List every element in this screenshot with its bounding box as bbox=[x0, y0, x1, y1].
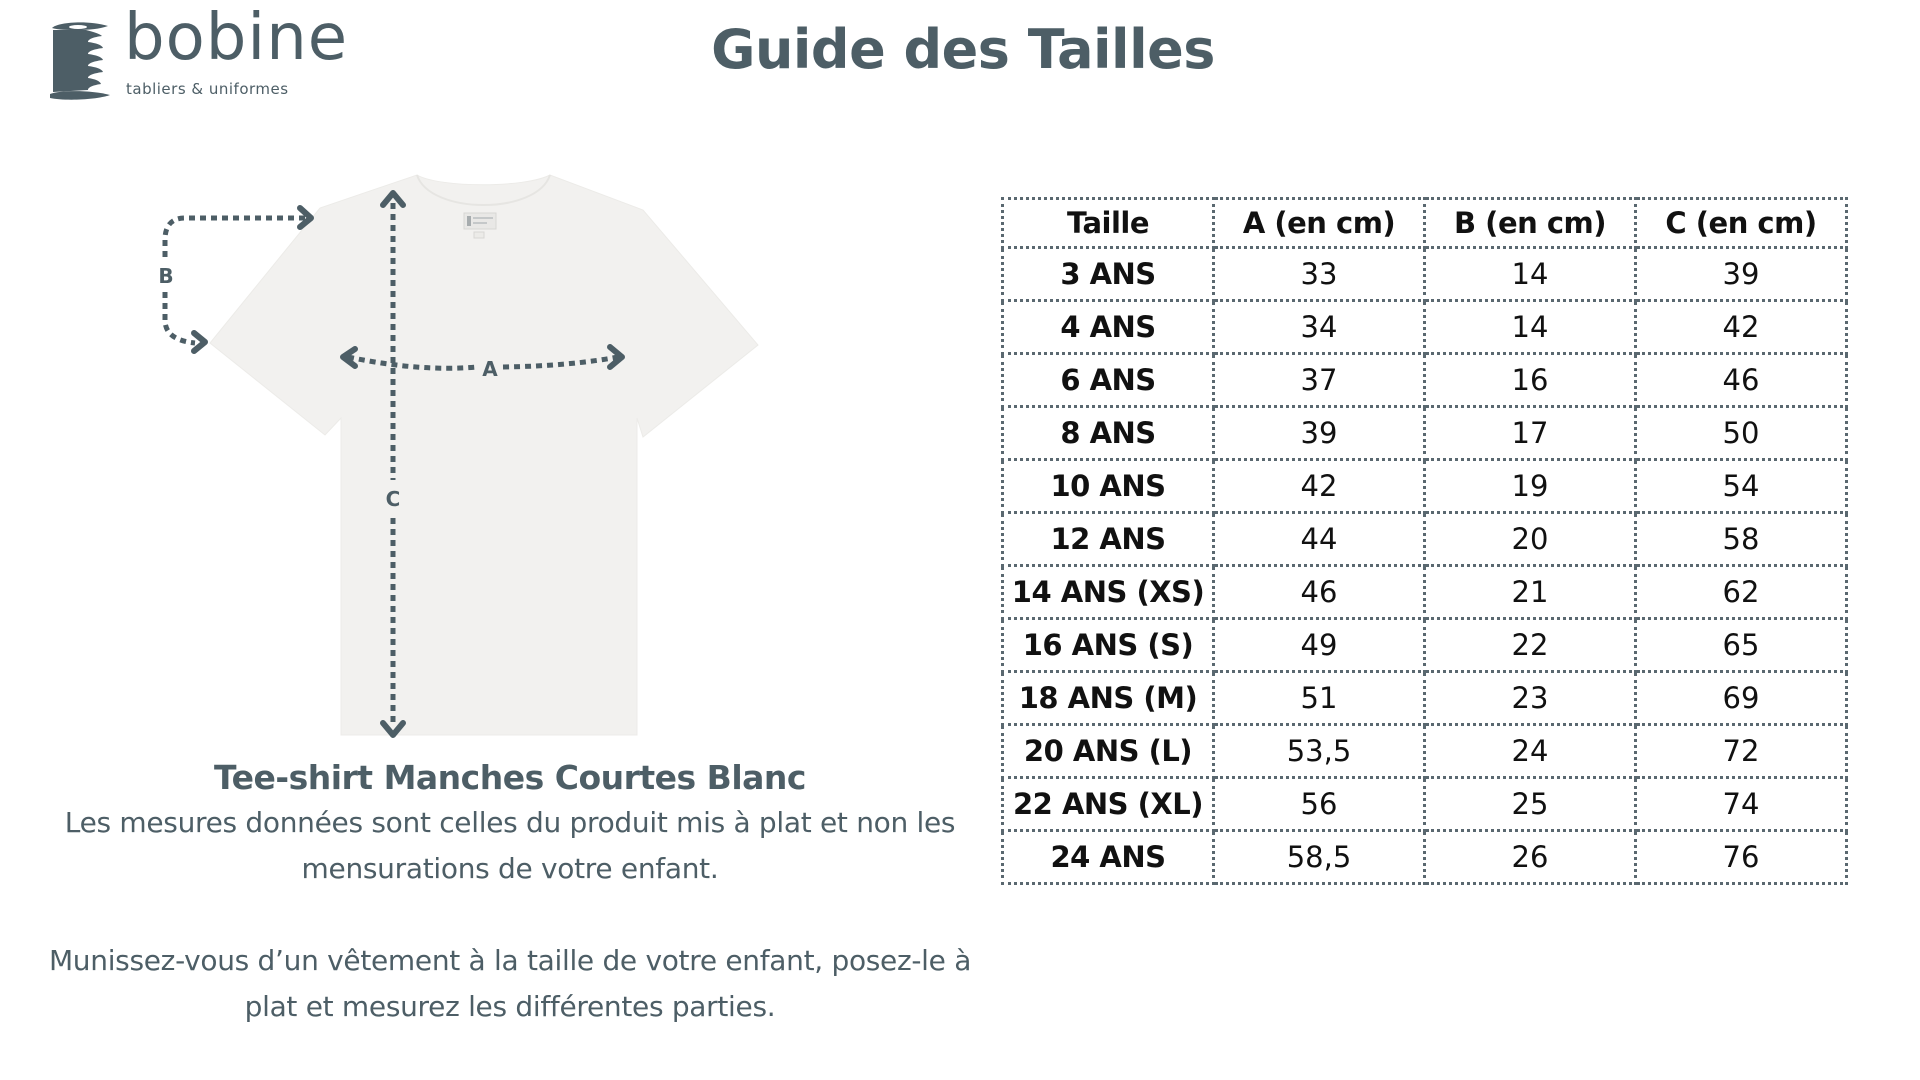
b-cell: 16 bbox=[1425, 354, 1636, 407]
header-a: A (en cm) bbox=[1214, 199, 1425, 248]
tshirt-illustration bbox=[0, 0, 1000, 760]
size-cell: 12 ANS bbox=[1003, 513, 1214, 566]
logo-tagline: tabliers & uniformes bbox=[126, 80, 289, 98]
b-cell: 21 bbox=[1425, 566, 1636, 619]
c-cell: 65 bbox=[1636, 619, 1847, 672]
size-cell: 8 ANS bbox=[1003, 407, 1214, 460]
size-cell: 6 ANS bbox=[1003, 354, 1214, 407]
table-header-row bbox=[1003, 199, 1847, 248]
table-row bbox=[1003, 619, 1847, 672]
a-cell: 56 bbox=[1214, 778, 1425, 831]
table-row bbox=[1003, 566, 1847, 619]
b-cell: 24 bbox=[1425, 725, 1636, 778]
b-cell: 25 bbox=[1425, 778, 1636, 831]
table-row bbox=[1003, 301, 1847, 354]
a-cell: 49 bbox=[1214, 619, 1425, 672]
size-cell: 16 ANS (S) bbox=[1003, 619, 1214, 672]
size-cell: 22 ANS (XL) bbox=[1003, 778, 1214, 831]
size-table bbox=[1001, 197, 1848, 885]
table-row bbox=[1003, 778, 1847, 831]
c-cell: 76 bbox=[1636, 831, 1847, 884]
tshirt-diagram bbox=[0, 0, 1000, 760]
a-cell: 39 bbox=[1214, 407, 1425, 460]
size-cell: 4 ANS bbox=[1003, 301, 1214, 354]
size-cell: 10 ANS bbox=[1003, 460, 1214, 513]
table-row bbox=[1003, 407, 1847, 460]
table-row bbox=[1003, 513, 1847, 566]
b-cell: 17 bbox=[1425, 407, 1636, 460]
size-cell: 18 ANS (M) bbox=[1003, 672, 1214, 725]
a-cell: 58,5 bbox=[1214, 831, 1425, 884]
b-cell: 19 bbox=[1425, 460, 1636, 513]
measurement-instructions: Munissez-vous d’un vêtement à la taille de votre enfant, posez-le à plat et mesurez les différentes parties. bbox=[48, 944, 972, 1023]
product-caption bbox=[20, 756, 1000, 1030]
table-row bbox=[1003, 672, 1847, 725]
product-name: Tee-shirt Manches Courtes Blanc bbox=[214, 758, 806, 797]
page-title: Guide des Tailles bbox=[711, 18, 1215, 81]
c-cell: 42 bbox=[1636, 301, 1847, 354]
a-cell: 44 bbox=[1214, 513, 1425, 566]
a-cell: 46 bbox=[1214, 566, 1425, 619]
header-b: B (en cm) bbox=[1425, 199, 1636, 248]
a-cell: 34 bbox=[1214, 301, 1425, 354]
c-cell: 46 bbox=[1636, 354, 1847, 407]
c-cell: 74 bbox=[1636, 778, 1847, 831]
header-size: Taille bbox=[1003, 199, 1214, 248]
measurement-note: Les mesures données sont celles du produit mis à plat et non les mensurations de votre enfant. bbox=[64, 806, 956, 885]
b-cell: 20 bbox=[1425, 513, 1636, 566]
size-cell: 24 ANS bbox=[1003, 831, 1214, 884]
table-row bbox=[1003, 831, 1847, 884]
b-cell: 14 bbox=[1425, 301, 1636, 354]
a-cell: 37 bbox=[1214, 354, 1425, 407]
a-cell: 33 bbox=[1214, 248, 1425, 301]
table-row bbox=[1003, 460, 1847, 513]
a-cell: 53,5 bbox=[1214, 725, 1425, 778]
c-cell: 62 bbox=[1636, 566, 1847, 619]
table-row bbox=[1003, 354, 1847, 407]
c-cell: 39 bbox=[1636, 248, 1847, 301]
a-cell: 51 bbox=[1214, 672, 1425, 725]
measure-label-a: A bbox=[482, 357, 498, 381]
table-row bbox=[1003, 725, 1847, 778]
size-cell: 14 ANS (XS) bbox=[1003, 566, 1214, 619]
tshirt-shape bbox=[210, 175, 758, 735]
b-cell: 26 bbox=[1425, 831, 1636, 884]
c-cell: 69 bbox=[1636, 672, 1847, 725]
b-cell: 22 bbox=[1425, 619, 1636, 672]
logo-wordmark: bobine bbox=[124, 1, 349, 75]
c-cell: 58 bbox=[1636, 513, 1847, 566]
measure-label-b: B bbox=[158, 264, 174, 288]
measure-label-c: C bbox=[385, 487, 401, 511]
a-cell: 42 bbox=[1214, 460, 1425, 513]
header-c: C (en cm) bbox=[1636, 199, 1847, 248]
c-cell: 50 bbox=[1636, 407, 1847, 460]
b-cell: 23 bbox=[1425, 672, 1636, 725]
size-cell: 20 ANS (L) bbox=[1003, 725, 1214, 778]
table-row bbox=[1003, 248, 1847, 301]
c-cell: 72 bbox=[1636, 725, 1847, 778]
size-cell: 3 ANS bbox=[1003, 248, 1214, 301]
b-cell: 14 bbox=[1425, 248, 1636, 301]
c-cell: 54 bbox=[1636, 460, 1847, 513]
